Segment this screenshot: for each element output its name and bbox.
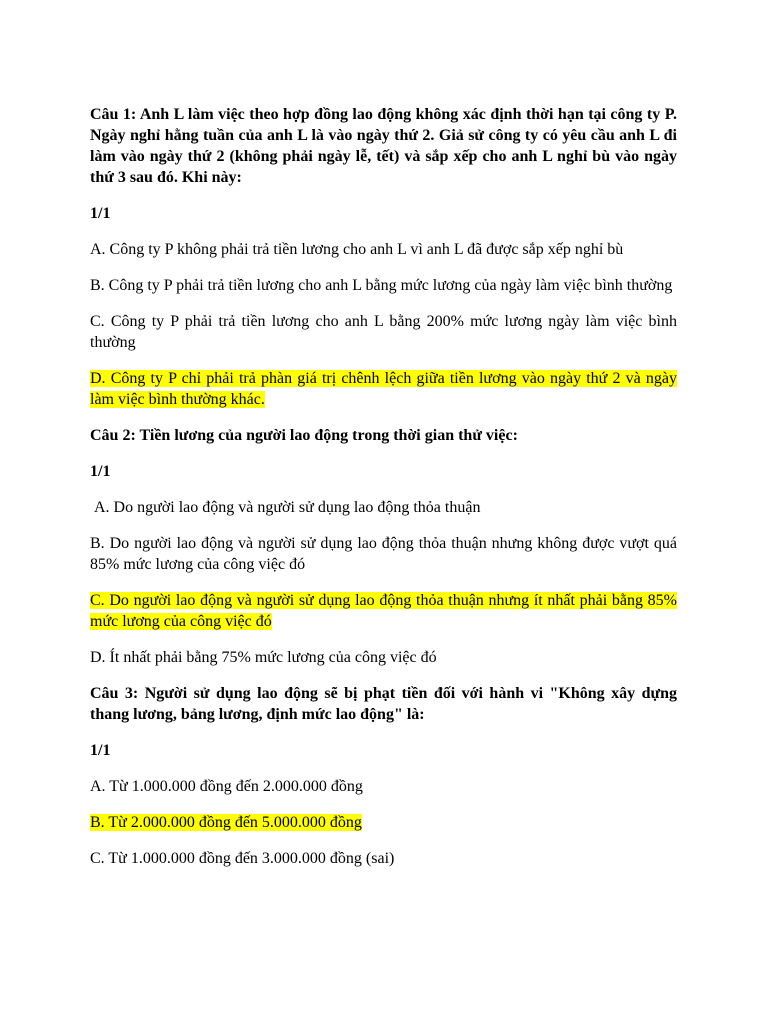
- question-1-option-b: B. Công ty P phải trả tiền lương cho anh L bằng mức lương của ngày làm việc bình thường: [90, 277, 673, 294]
- document-page: [90, 104, 677, 884]
- question-1-option-a: A. Công ty P không phải trả tiền lương cho anh L vì anh L đã được sắp xếp nghỉ bù: [90, 241, 624, 258]
- question-3-option-c: C. Từ 1.000.000 đồng đến 3.000.000 đồng (sai): [90, 850, 395, 867]
- question-1-text: Câu 1: Anh L làm việc theo hợp đồng lao động không xác định thời hạn tại công ty P. Ngày nghỉ hằng tuần của anh L là vào ngày thứ 2. Giả sử công ty có yêu cầu anh L đi làm vào ngày thứ 2 (không phải ngày lễ, tết) và sắp xếp cho anh L nghỉ bù vào ngày thứ 3 sau đó. Khi này:: [90, 106, 677, 186]
- highlighted-answer: B. Từ 2.000.000 đồng đến 5.000.000 đồng: [90, 814, 362, 831]
- question-3-option-a: A. Từ 1.000.000 đồng đến 2.000.000 đồng: [90, 778, 363, 795]
- question-2-option-c-highlighted: [90, 590, 677, 632]
- question-1-option-d-highlighted: [90, 368, 677, 410]
- question-1-score: 1/1: [90, 205, 111, 222]
- question-2-option-d: D. Ít nhất phải bằng 75% mức lương của công việc đó: [90, 649, 437, 666]
- question-3-score: 1/1: [90, 742, 111, 759]
- question-2-score: 1/1: [90, 463, 111, 480]
- highlighted-answer: D. Công ty P chỉ phải trả phàn giá trị chênh lệch giữa tiền lương vào ngày thứ 2 và ngày làm việc bình thường khác.: [90, 370, 677, 408]
- question-3-option-b-highlighted: [90, 812, 677, 833]
- question-2-option-a: A. Do người lao động và người sử dụng lao động thỏa thuận: [94, 499, 481, 516]
- question-1-option-c: C. Công ty P phải trả tiền lương cho anh L bằng 200% mức lương ngày làm việc bình thường: [90, 313, 677, 351]
- question-3-text: Câu 3: Người sử dụng lao động sẽ bị phạt tiền đối với hành vi "Không xây dựng thang lương, bảng lương, định mức lao động" là:: [90, 685, 677, 723]
- highlighted-answer: C. Do người lao động và người sử dụng lao động thỏa thuận nhưng ít nhất phải bằng 85% mức lương của công việc đó: [90, 592, 677, 630]
- question-2-option-b: B. Do người lao động và người sử dụng lao động thỏa thuận nhưng không được vượt quá 85% mức lương của công việc đó: [90, 535, 677, 573]
- question-2-text: Câu 2: Tiền lương của người lao động trong thời gian thử việc:: [90, 427, 518, 444]
